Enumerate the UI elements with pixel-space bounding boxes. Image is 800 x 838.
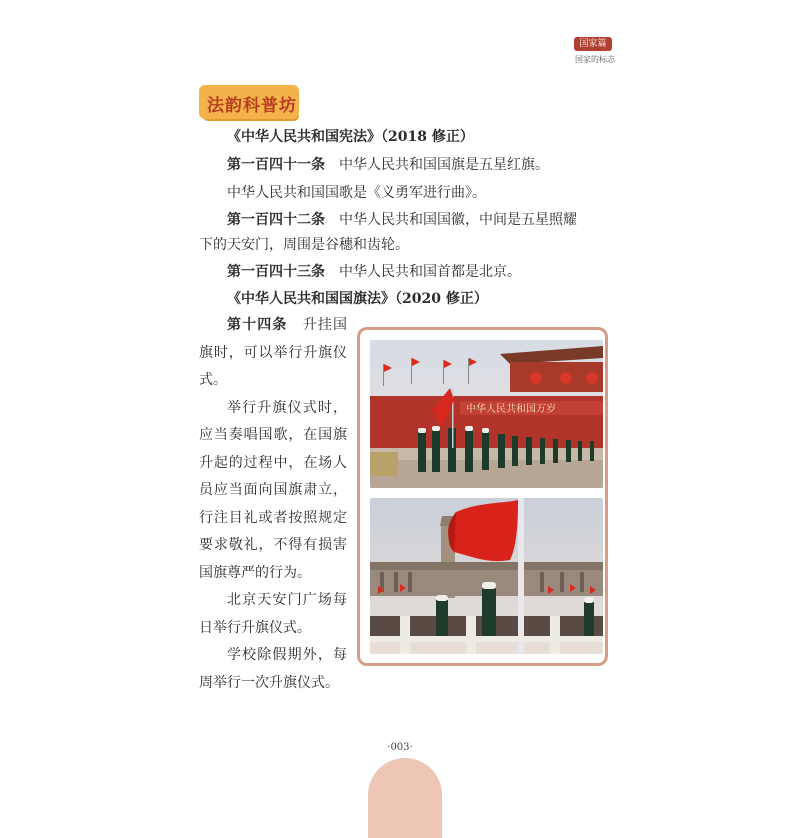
article-141 — [227, 156, 549, 174]
chapter-badge: 国家篇 — [574, 37, 612, 51]
article-142-text-2: 下的天安门，周围是谷穗和齿轮。 — [199, 237, 409, 253]
flag-raising-photo — [370, 498, 603, 654]
page-number: ·003· — [387, 742, 413, 753]
wall-banner-text: 中华人民共和国万岁 — [466, 404, 556, 415]
honor-guard-photo — [370, 340, 603, 488]
photo-frame — [357, 327, 608, 666]
article-143-number: 第一百四十三条 — [227, 264, 325, 280]
constitution-title: 《中华人民共和国宪法》（2018 修正） — [227, 129, 474, 145]
article-14-number: 第十四条 — [227, 317, 288, 333]
article-14-body — [199, 312, 347, 697]
article-14-text-1: 升挂国旗时，可以举行升旗仪式。 — [199, 317, 348, 388]
article-141-number: 第一百四十一条 — [227, 157, 325, 173]
article-14-paragraph-2: 举行升旗仪式时，应当奏唱国歌，在国旗升起的过程中，在场人员应当面向国旗肃立，行注目礼或者按照规定要求敬礼，不得有损害国旗尊严的行为。 — [199, 399, 347, 581]
section-tag — [199, 85, 299, 119]
article-142 — [227, 211, 577, 229]
article-141-text: 中华人民共和国国旗是五星红旗。 — [339, 157, 549, 173]
article-143 — [227, 263, 521, 281]
article-14-paragraph-1 — [199, 312, 347, 395]
flag-law-title: 《中华人民共和国国旗法》（2020 修正） — [227, 291, 488, 307]
article-14-paragraph-4: 学校除假期外，每周举行一次升旗仪式。 — [199, 647, 347, 691]
article-142-text-1: 中华人民共和国国徽，中间是五星照耀 — [339, 212, 577, 228]
article-143-text: 中华人民共和国首都是北京。 — [339, 264, 521, 280]
anthem-text: 中华人民共和国国歌是《义勇军进行曲》。 — [227, 185, 486, 201]
section-tag-label: 法韵科普坊 — [207, 96, 297, 116]
article-142-number: 第一百四十二条 — [227, 212, 325, 228]
page-tab-decoration — [368, 758, 442, 838]
article-14-paragraph-3: 北京天安门广场每日举行升旗仪式。 — [199, 592, 347, 636]
chapter-subtitle: 国家的标志 — [575, 55, 615, 64]
